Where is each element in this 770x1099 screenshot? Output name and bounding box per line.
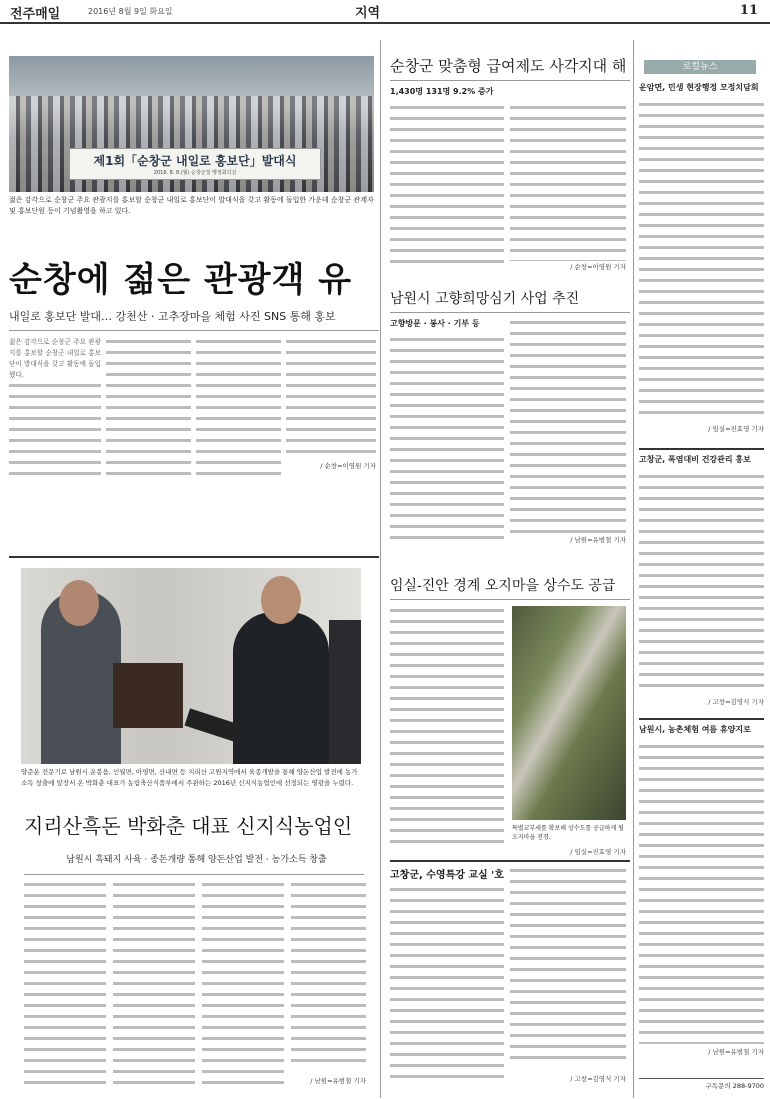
divider — [9, 556, 379, 558]
lead-article-col-3 — [196, 337, 281, 475]
award-ceremony-photo — [21, 568, 361, 764]
jirisan-col-2 — [113, 880, 195, 1090]
jirisan-byline: / 남원=유범철 기자 — [310, 1077, 366, 1085]
gochang-col-2 — [510, 866, 626, 1062]
divider — [390, 599, 630, 600]
column-divider — [633, 40, 634, 1098]
right-top-col-1 — [390, 103, 504, 269]
man-right — [233, 612, 329, 764]
text-lines — [639, 100, 764, 422]
lead-subheadline: 내일로 홍보단 발대… 강천산 · 고추장마을 체험 사진 SNS 통해 홍보 — [9, 310, 336, 323]
sidebar-story3-title: 남원시, 농촌체험 여름 휴양지로 — [639, 725, 751, 734]
jirisan-col-3 — [202, 880, 284, 1090]
gochang-byline: / 고창=김영식 기자 — [570, 1075, 626, 1083]
namwon-headline: 남원시 고향희망심기 사업 추진 — [390, 291, 580, 307]
text-lines — [510, 103, 626, 261]
imsil-headline: 임실-진안 경계 오지마을 상수도 공급 — [390, 578, 616, 594]
text-lines — [390, 335, 504, 545]
right-top-subhead: 1,430명 131명 9.2% 증가 — [390, 87, 494, 96]
text-lines — [291, 880, 366, 1070]
imsil-byline: / 임실=진효영 기자 — [570, 848, 626, 856]
sidebar-story2-body — [639, 472, 764, 694]
right-top-col-2 — [510, 103, 626, 261]
text-lines — [196, 337, 281, 475]
namwon-subhead: 고향방문 · 봉사 · 기부 등 — [390, 319, 480, 328]
gochang-col-1 — [390, 885, 504, 1085]
sidebar-story3-byline: / 남원=유범철 기자 — [708, 1048, 764, 1056]
text-lines — [286, 337, 376, 457]
banner — [69, 148, 321, 180]
text-lines — [9, 381, 101, 475]
issue-date: 2016년 8월 9일 화요일 — [88, 7, 173, 16]
text-lines — [106, 337, 191, 475]
divider — [390, 312, 630, 313]
village-photo — [512, 606, 626, 820]
text-lines — [202, 880, 284, 1090]
sidebar-tag: 로컬뉴스 — [644, 60, 756, 74]
lead-group-photo — [9, 56, 374, 192]
text-lines — [639, 742, 764, 1044]
lead-article-col-2 — [106, 337, 191, 475]
right-top-headline: 순창군 맞춤형 급여제도 사각지대 해 — [390, 57, 627, 75]
banner-text: 제1회「순창군 내일로 홍보단」발대식 — [93, 154, 297, 168]
divider — [9, 330, 379, 331]
jirisan-col-4 — [291, 880, 366, 1070]
page-number: 11 — [739, 3, 758, 18]
text-lines — [113, 880, 195, 1090]
text-lines — [24, 880, 106, 1090]
jirisan-subheadline: 남원시 흑돼지 사육 · 종돈개량 통해 양돈산업 발전 · 농가소득 창출 — [66, 855, 327, 865]
banner-sub: 2016. 8. 8.(월) 순창군청 행정회의실 — [153, 170, 237, 176]
imsil-col-1 — [390, 606, 504, 846]
divider — [390, 860, 630, 862]
village-photo-caption: 특별교부세를 확보해 상수도를 공급하게 될 오지마을 전경. — [512, 825, 624, 841]
page-header — [0, 0, 770, 24]
right-top-byline: / 순창=이영원 기자 — [570, 263, 626, 271]
divider — [390, 80, 630, 81]
certificate — [184, 708, 239, 741]
sidebar-story2-byline: / 고창=김영식 기자 — [708, 698, 764, 706]
namwon-col-1 — [390, 335, 504, 545]
lead-photo-caption: 젊은 감각으로 순창군 주요 관광지를 홍보할 순창군 내일로 홍보단이 발대식을 갖고 활동에 돌입한 가운데 순창군 관계자 및 홍보단원 등이 기념촬영을 하고 있다. — [9, 196, 374, 215]
column-divider — [380, 40, 381, 1098]
man-right-face — [261, 576, 301, 624]
divider — [639, 718, 764, 720]
sidebar-story1-byline: / 임실=진효영 기자 — [708, 425, 764, 433]
jirisan-col-1 — [24, 880, 106, 1090]
sidebar-story1-body — [639, 100, 764, 422]
woman-right — [329, 620, 361, 764]
subscription-notice: 구독문의 288-9700 — [639, 1078, 764, 1093]
award-photo-caption: 양준운 전문기로 남원시 운봉읍, 인월면, 아영면, 산내면 등 지리산 고원지역에서 육종개발을 통해 양돈산업 발전에 농가소득 창출에 앞장서 온 박화춘 대표가 농림축산식품부에서 주관하는 2016년 신지식농업인에 선정되는 영광을 누렸다. — [21, 768, 358, 787]
lead-intro: 젊은 감각으로 순창군 주요 관광지를 홍보할 순창군 내일로 홍보단이 발대식을 갖고 활동에 돌입했다. — [9, 338, 101, 379]
namwon-col-2 — [510, 318, 626, 533]
divider — [639, 448, 764, 450]
sidebar-story1-title: 운암면, 민생 현장행정 모정치담회 — [639, 83, 759, 92]
piano — [113, 663, 183, 728]
sidebar-story2-title: 고창군, 폭염대비 건강관리 홍보 — [639, 455, 751, 464]
text-lines — [510, 318, 626, 533]
newspaper-brand: 전주매일 — [10, 7, 61, 22]
sidebar-story3-body — [639, 742, 764, 1044]
lead-headline: 순창에 젊은 관광객 유 — [9, 260, 353, 296]
lead-article-col-1 — [9, 337, 101, 475]
gochang-headline: 고창군, 수영특강 교실 '호 — [390, 870, 504, 881]
text-lines — [390, 606, 504, 846]
section-title: 지역 — [355, 6, 381, 21]
lead-article-col-4 — [286, 337, 376, 457]
man-left-face — [59, 580, 99, 626]
lead-byline: / 순창=이영원 기자 — [320, 462, 376, 470]
text-lines — [390, 103, 504, 269]
text-lines — [510, 866, 626, 1062]
text-lines — [390, 885, 504, 1085]
jirisan-headline: 지리산흑돈 박화춘 대표 신지식농업인 — [24, 814, 353, 838]
namwon-byline: / 남원=유범철 기자 — [570, 536, 626, 544]
divider — [24, 874, 364, 875]
text-lines — [639, 472, 764, 694]
